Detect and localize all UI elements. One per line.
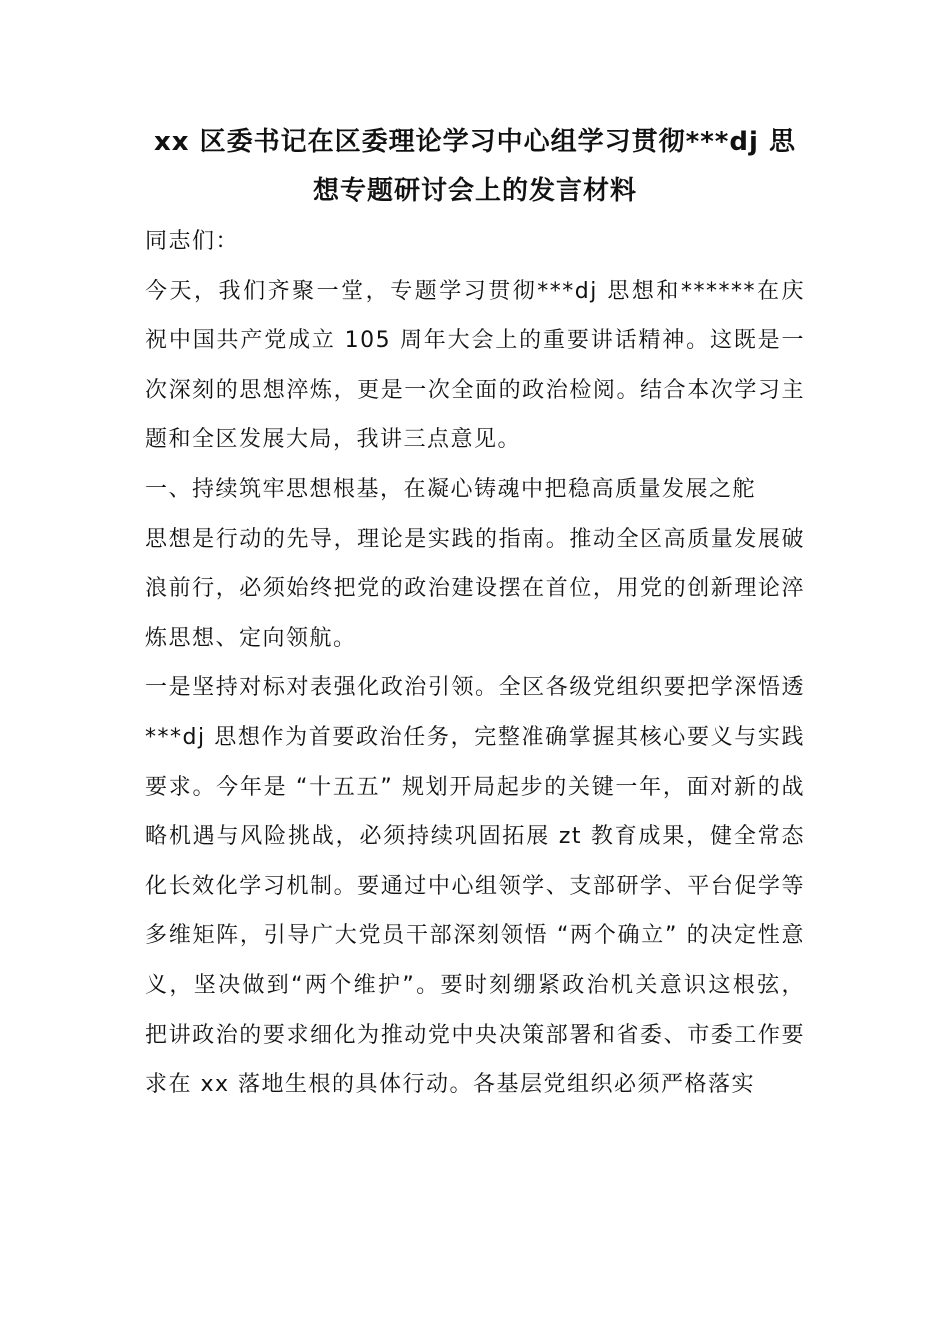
document-title: xx 区委书记在区委理论学习中心组学习贯彻***dj 思想专题研讨会上的发言材料: [154, 127, 796, 206]
paragraph-intro: 今天，我们齐聚一堂，专题学习贯彻***dj 思想和******在庆祝中国共产党成立 105 周年大会上的重要讲话精神。这既是一次深刻的思想淬炼，更是一次全面的政治检阅。结合本次学习主题和全区发展大局，我讲三点意见。: [145, 278, 805, 453]
document-body: [145, 118, 805, 1110]
section-heading-1: 一、持续筑牢思想根基，在凝心铸魂中把稳高质量发展之舵: [145, 476, 757, 502]
paragraph-point-1: 一是坚持对标对表强化政治引领。全区各级党组织要把学深悟透***dj 思想作为首要政治任务，完整准确掌握其核心要义与实践要求。今年是 “十五五” 规划开局起步的关键一年，面对新的战略机遇与风险挑战，必须持续巩固拓展 zt 教育成果，健全常态化长效化学习机制。要通过中心组领学、支部研学、平台促学等多维矩阵，引导广大党员干部深刻领悟 “两个确立” 的决定性意义，坚决做到“两个维护”。要时刻绷紧政治机关意识这根弦，把讲政治的要求细化为推动党中央决策部署和省委、市委工作要求在 xx 落地生根的具体行动。各基层党组织必须严格落实: [145, 675, 805, 1098]
greeting: 同志们：: [145, 229, 240, 254]
paragraph-section-1-lead: 思想是行动的先导，理论是实践的指南。推动全区高质量发展破浪前行，必须始终把党的政治建设摆在首位，用党的创新理论淬炼思想、定向领航。: [145, 526, 805, 651]
